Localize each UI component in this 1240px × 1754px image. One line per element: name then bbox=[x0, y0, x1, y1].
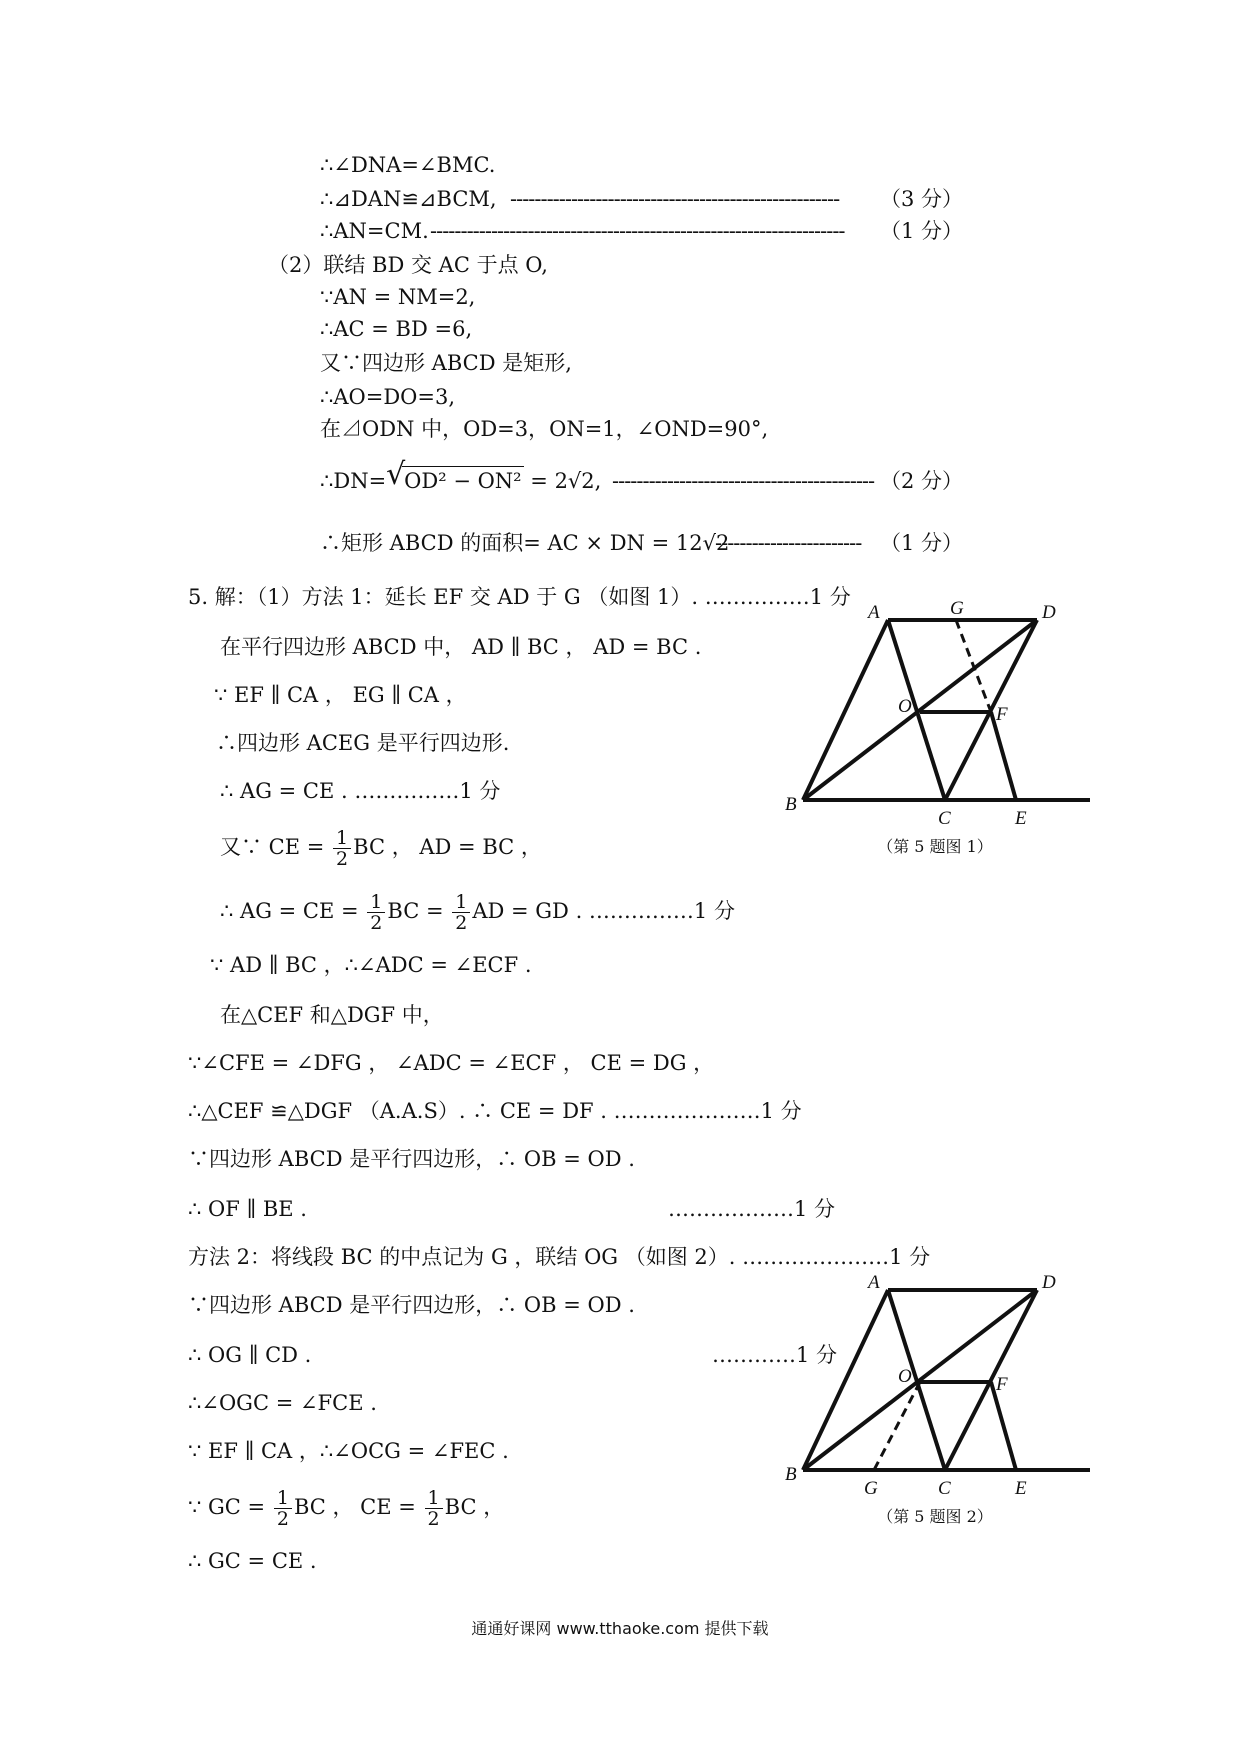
statement: ∴⊿DAN≌⊿BCM, bbox=[320, 187, 497, 211]
fraction-half: $\frac{1}{2}$ bbox=[367, 892, 385, 933]
fraction-half: $\frac{1}{2}$ bbox=[452, 892, 470, 933]
proof-line: ∵∠CFE = ∠DFG ， ∠ADC = ∠ECF ， CE = DG ， bbox=[188, 1051, 715, 1075]
fraction-half: $\frac{1}{2}$ bbox=[274, 1488, 292, 1529]
score: （1 分） bbox=[880, 531, 964, 555]
proof-line: 方法 2：将线段 BC 的中点记为 G ，联结 OG （如图 2）. …………………1 分 bbox=[188, 1245, 931, 1269]
segment-FE bbox=[991, 712, 1016, 800]
proof-line: ∴△CEF ≌△DGF （A.A.S）. ∴ CE = DF . …………………1 分 bbox=[188, 1099, 802, 1123]
proof-line: 在⊿ODN 中，OD=3，ON=1，∠OND=90°, bbox=[320, 417, 769, 441]
label-F: F bbox=[996, 704, 1008, 725]
statement: ∴DN= bbox=[320, 469, 387, 493]
square-root: √ OD² − ON² bbox=[386, 457, 522, 493]
proof-line: 在平行四边形 ABCD 中， AD ∥ BC ， AD = BC . bbox=[220, 635, 702, 659]
label-O: O bbox=[898, 696, 912, 717]
proof-line: ∴ GC = CE . bbox=[188, 1549, 317, 1573]
statement: BC ， AD = BC ， bbox=[353, 835, 542, 859]
proof-line: 在△CEF 和△DGF 中， bbox=[220, 1003, 444, 1027]
problem-heading: 5. 解：（1）方法 1：延长 EF 交 AD 于 G （如图 1）. ……………1 分 bbox=[188, 585, 851, 609]
proof-line: ∴∠OGC = ∠FCE . bbox=[188, 1391, 377, 1415]
label-A: A bbox=[868, 602, 880, 623]
proof-line: ∵AN = NM=2, bbox=[320, 285, 476, 309]
label-A: A bbox=[868, 1272, 880, 1293]
radicand: OD² − ON² bbox=[402, 466, 523, 493]
figure-2 bbox=[760, 1270, 1100, 1540]
label-C: C bbox=[938, 808, 951, 829]
score: （1 分） bbox=[880, 219, 964, 243]
proof-line: ∵ EF ∥ CA ， EG ∥ CA ， bbox=[214, 683, 467, 707]
label-O: O bbox=[898, 1366, 912, 1387]
proof-line: （2）联结 BD 交 AC 于点 O, bbox=[268, 253, 548, 277]
proof-line: ∴ AG = CE . ……………1 分 bbox=[220, 779, 501, 803]
figure-1 bbox=[760, 600, 1100, 870]
score: （3 分） bbox=[880, 187, 964, 211]
proof-line: ∴∠DNA=∠BMC. bbox=[320, 153, 496, 177]
score: ………………1 分 bbox=[668, 1197, 836, 1221]
statement: BC ， CE = bbox=[293, 1495, 416, 1519]
statement: BC = bbox=[387, 899, 444, 923]
proof-line bbox=[320, 186, 497, 212]
label-B: B bbox=[785, 794, 797, 815]
label-E: E bbox=[1015, 808, 1027, 829]
page-footer: 通通好课网 www.tthaoke.com 提供下载 bbox=[471, 1619, 769, 1638]
dash-leader: -------------------------------------------------------------------- bbox=[430, 219, 845, 243]
fraction-half: $\frac{1}{2}$ bbox=[425, 1488, 443, 1529]
segment-AB bbox=[803, 1290, 888, 1470]
proof-line: ∴ OF ∥ BE . bbox=[188, 1197, 307, 1221]
statement: ∵ GC = bbox=[188, 1495, 266, 1519]
proof-line: ∵四边形 ABCD 是平行四边形，∴ OB = OD . bbox=[188, 1293, 635, 1317]
score: …………1 分 bbox=[712, 1343, 838, 1367]
label-B: B bbox=[785, 1464, 797, 1485]
result: = 2√2 bbox=[530, 469, 595, 493]
label-F: F bbox=[996, 1374, 1008, 1395]
proof-line bbox=[188, 1488, 504, 1529]
proof-line bbox=[220, 892, 735, 933]
label-C: C bbox=[938, 1478, 951, 1499]
figure-1-caption: （第 5 题图 1） bbox=[877, 837, 993, 856]
label-E: E bbox=[1015, 1478, 1027, 1499]
dash-leader: ------------------------------------------------------ bbox=[510, 187, 840, 211]
proof-line: ∴四边形 ACEG 是平行四边形. bbox=[216, 731, 510, 755]
proof-line: ∵ EF ∥ CA ，∴∠OCG = ∠FEC . bbox=[188, 1439, 509, 1463]
proof-line: ∴矩形 ABCD 的面积= AC × DN = 12√2 bbox=[320, 531, 730, 555]
proof-line: ∴AN=CM. bbox=[320, 219, 429, 243]
proof-line: ∵ AD ∥ BC ，∴∠ADC = ∠ECF . bbox=[210, 953, 532, 977]
label-D: D bbox=[1042, 1272, 1056, 1293]
segment-AB bbox=[803, 620, 888, 800]
statement: 又∵ CE = bbox=[220, 835, 325, 859]
fraction-half: $\frac{1}{2}$ bbox=[333, 828, 351, 869]
proof-line: ∴AC = BD =6, bbox=[320, 317, 473, 341]
proof-line: ∴AO=DO=3, bbox=[320, 385, 456, 409]
label-G: G bbox=[950, 600, 964, 619]
statement: ∴ AG = CE = bbox=[220, 899, 359, 923]
label-G: G bbox=[864, 1478, 878, 1499]
dash-leader: ------------------------------------------- bbox=[612, 469, 875, 493]
dash-leader: ------------------------ bbox=[715, 531, 862, 555]
segment-FE bbox=[991, 1382, 1016, 1470]
segment-GF-dashed bbox=[956, 620, 991, 712]
label-D: D bbox=[1042, 602, 1056, 623]
statement: AD = GD . ……………1 分 bbox=[472, 899, 735, 923]
score: （2 分） bbox=[880, 469, 964, 493]
proof-line: ∴ OG ∥ CD . bbox=[188, 1343, 312, 1367]
proof-line: ∵四边形 ABCD 是平行四边形，∴ OB = OD . bbox=[188, 1147, 635, 1171]
proof-line bbox=[220, 828, 542, 869]
proof-line: ∴DN= √ OD² − ON² = 2√2, bbox=[320, 457, 602, 493]
proof-line: 又∵四边形 ABCD 是矩形, bbox=[320, 351, 572, 375]
figure-2-caption: （第 5 题图 2） bbox=[877, 1507, 993, 1526]
statement: BC ， bbox=[444, 1495, 505, 1519]
